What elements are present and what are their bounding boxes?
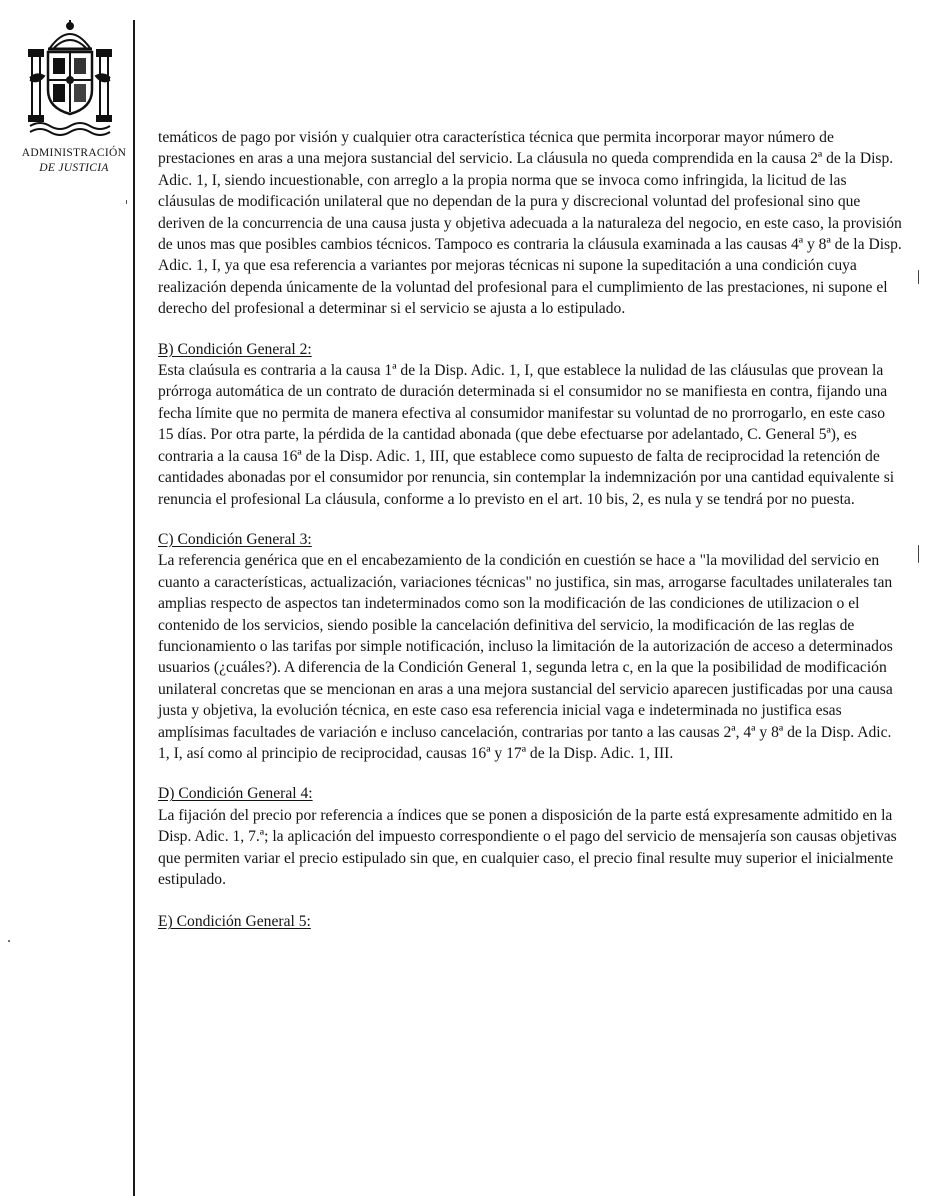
scan-mark xyxy=(918,270,919,284)
section-heading: C) Condición General 3: xyxy=(158,530,312,548)
section-text: Esta claúsula es contraria a la causa 1ª de la Disp. Adic. 1, I, que establece la nulidad de las cláusulas que provean la prórroga automática de un contrato de duración determinada si el consumidor no se manifiesta en contra, fijando una fecha límite que no permita de manera efectiva al consumidor manifestar su voluntad de no prorrogarlo, en este caso 15 días. Por otra parte, la pérdida de la cantidad abonada (que debe efectuarse por adelantado, C. General 5ª), es contraria a la causa 16ª de la Disp. Adic. 1, III, que establece como supuesto de falta de reciprocidad la retención de cantidades abonadas por el consumidor por renuncia, sin contemplar la indemnización por una cantidad equivalente si renuncia el profesional La cláusula, conforme a lo previsto en el art. 10 bis, 2, es nula y se tendrá por no puesta. xyxy=(158,362,895,508)
authority-line-1: ADMINISTRACIÓN xyxy=(21,147,127,159)
document-body xyxy=(158,127,903,933)
coat-of-arms-logo xyxy=(28,18,112,136)
issuing-authority xyxy=(18,146,130,176)
scan-mark xyxy=(126,200,127,204)
section-heading: D) Condición General 4: xyxy=(158,785,313,803)
margin-rule xyxy=(133,20,135,1196)
section-heading: E) Condición General 5: xyxy=(158,913,311,931)
scan-mark xyxy=(918,545,919,563)
section-text: La fijación del precio por referencia a índices que se ponen a disposición de la parte está expresamente admitido en la Disp. Adic. 1, 7.ª; la aplicación del impuesto correspondiente o el pago del servicio de mensajería son causas objetivas que permiten variar el precio estipulado sin que, en cualquier caso, el precio final resulte muy superior el inicialmente estipulado. xyxy=(158,806,897,888)
scan-speck xyxy=(8,940,10,942)
intro-paragraph: temáticos de pago por visión y cualquier otra característica técnica que permita incorporar mayor número de prestaciones en aras a una mejora sustancial del servicio. La cláusula no queda comprendida en la causa 2ª de la Disp. Adic. 1, I, siendo incuestionable, con arreglo a la propia norma que se invoca como infringida, la licitud de las cláusulas de modificación unilateral que no dependan de la pura y discrecional voluntad del profesional sino que deriven de la concurrencia de una causa justa y objetiva adecuada a la naturaleza del negocio, en este caso, la provisión de unos mas que posibles cambios técnicos. Tampoco es contraria la cláusula examinada a las causas 4ª y 8ª de la Disp. Adic. 1, I, ya que esa referencia a variantes por mejoras técnicas ni supone la supeditación a una condición cuya realización dependa únicamente de la voluntad del profesional para el cumplimiento de las prestaciones, ni supone el derecho del profesional a determinar si el servicio se ajusta a lo estipulado. xyxy=(158,129,902,318)
authority-line-2: DE JUSTICIA xyxy=(39,162,109,174)
section-heading: B) Condición General 2: xyxy=(158,340,312,358)
section-text: La referencia genérica que en el encabezamiento de la condición en cuestión se hace a "la movilidad del servicio en cuanto a características, actualización, variaciones técnicas" no justifica, sin mas, arrogarse facultades unilaterales tan amplias respecto de aspectos tan indeterminados como son la modificación de las condiciones de utilizacion o el contenido de los servicios, siendo posible la cancelación definitiva del servicio, la modificación de las reglas de funcionamiento o las tarifas por simple notificación, incluso la limitación de la autorización de acceso a determinados usuarios (¿cuáles?). A diferencia de la Condición General 1, segunda letra c, en la que la posibilidad de modificación unilateral concretas que se mencionan en aras a una mejora sustancial del servicio aparecen justificadas por una causa justa y objetiva, la evolución técnica, en este caso esa referencia inicial vaga e indeterminada no justifica esas amplísimas facultades de variación e incluso cancelación, contrarias por tanto a las causas 2ª, 4ª y 8ª de la Disp. Adic. 1, I, así como al principio de reciprocidad, causas 16ª y 17ª de la Disp. Adic. 1, III. xyxy=(158,552,893,762)
